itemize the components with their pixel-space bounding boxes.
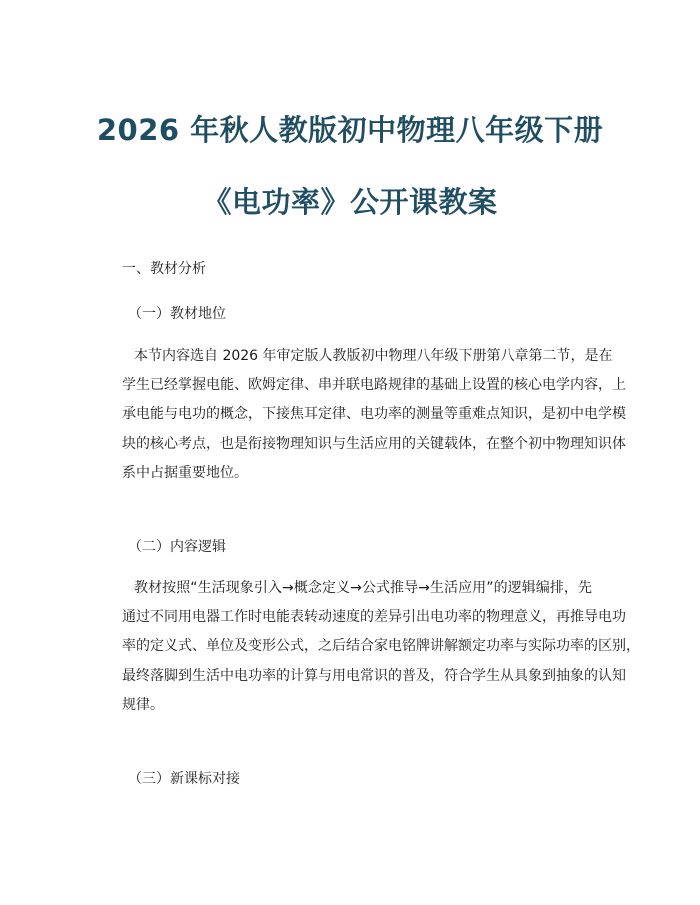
document-title-line-1: 2026 年秋人教版初中物理八年级下册 [96, 113, 604, 147]
paragraph-line: 块的核心考点，也是衔接物理知识与生活应用的关键载体，在整个初中物理知识体 [122, 435, 626, 452]
paragraph-line: 学生已经掌握电能、欧姆定律、串并联电路规律的基础上设置的核心电学内容，上 [122, 377, 626, 394]
document-title-line-2: 《电功率》公开课教案 [202, 185, 498, 219]
paragraph-line: 规律。 [122, 696, 164, 713]
section-heading-textbook-analysis: 一、教材分析 [122, 261, 206, 277]
paragraph-line: 最终落脚到生活中电功率的计算与用电常识的普及，符合学生从具象到抽象的认知 [122, 667, 626, 684]
subsection-heading-content-logic: （二）内容逻辑 [128, 539, 226, 555]
paragraph-line: 率的定义式、单位及变形公式，之后结合家电铭牌讲解额定功率与实际功率的区别， [122, 638, 640, 655]
paragraph-line: 系中占据重要地位。 [122, 464, 248, 481]
subsection-heading-textbook-status: （一）教材地位 [128, 306, 226, 322]
paragraph-line: 本节内容选自 2026 年审定版人教版初中物理八年级下册第八章第二节，是在 [134, 348, 613, 364]
paragraph-line: 教材按照“生活现象引入→概念定义→公式推导→生活应用”的逻辑编排，先 [134, 580, 592, 596]
paragraph-line: 通过不同用电器工作时电能表转动速度的差异引出电功率的物理意义，再推导电功 [122, 609, 626, 626]
paragraph-textbook-status [122, 342, 626, 488]
subsection-heading-curriculum-alignment: （三）新课标对接 [128, 771, 240, 787]
paragraph-line: 承电能与电功的概念，下接焦耳定律、电功率的测量等重难点知识，是初中电学模 [122, 406, 626, 423]
paragraph-content-logic [122, 574, 640, 720]
